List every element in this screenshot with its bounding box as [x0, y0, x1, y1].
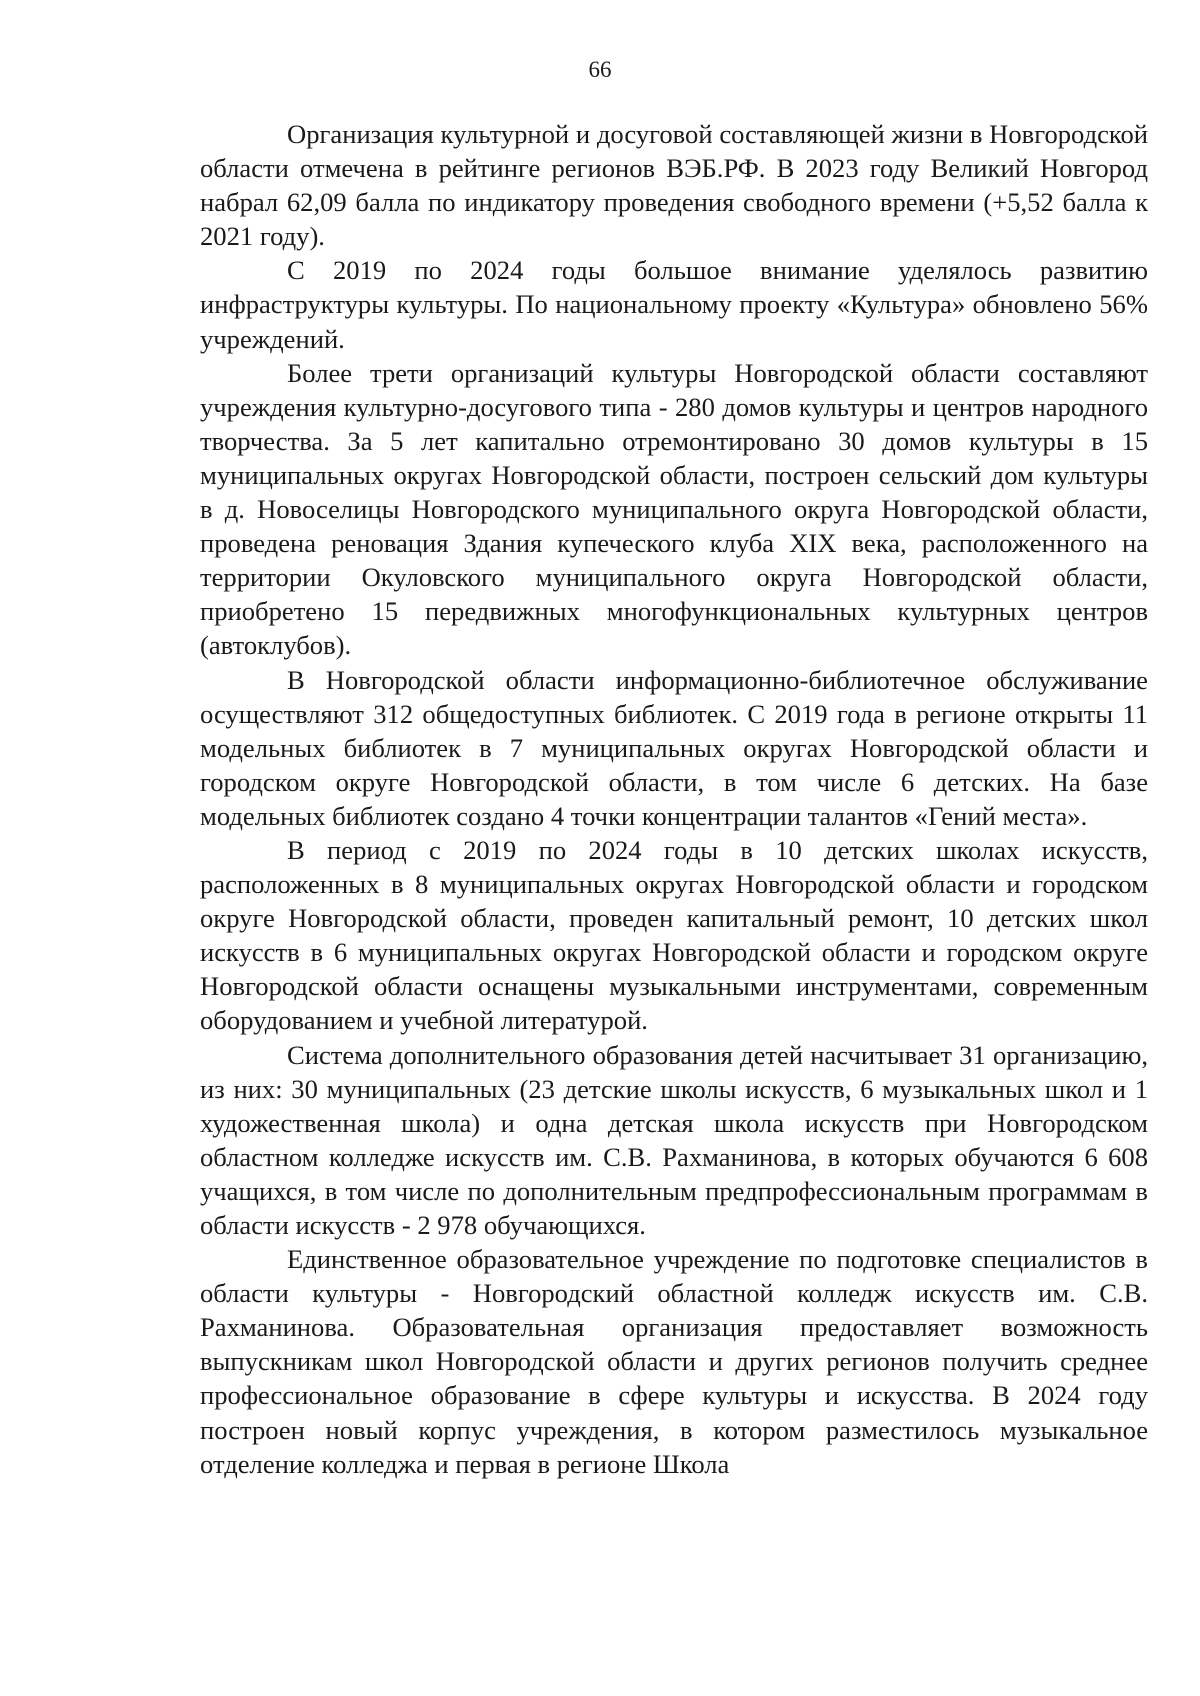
paragraph-infrastructure: С 2019 по 2024 годы большое внимание уделялось развитию инфраструктуры культуры. По национальному проекту «Культура» обновлено 56% учреждений. — [200, 255, 1148, 354]
paragraph-houses-of-culture: Более трети организаций культуры Новгородской области составляют учреждения культурно-досугового типа - 280 домов культуры и центров народного творчества. За 5 лет капитально отремонтировано 30 домов культуры в 15 муниципальных округах Новгородской области, построен сельский дом культуры в д. Новоселицы Новгородского муниципального округа Новгородской области, проведена реновация Здания купеческого клуба XIX века, расположенного на территории Окуловского муниципального округа Новгородской области, приобретено 15 передвижных многофункциональных культурных центров (автоклубов). — [200, 357, 1148, 661]
paragraph-additional-education: Система дополнительного образования детей насчитывает 31 организацию, из них: 30 муниципальных (23 детские школы искусств, 6 музыкальных школ и 1 художественная школа) и одна детская школа искусств при Новгородском областном колледже искусств им. С.В. Рахманинова, в которых обучаются 6 608 учащихся, в том числе по дополнительным предпрофессиональным программам в области искусств - 2 978 обучающихся. — [200, 1039, 1148, 1240]
paragraph-college: Единственное образовательное учреждение по подготовке специалистов в области культуры - Новгородский областной колледж искусств им. С.В. Рахманинова. Образовательная организация предоставляет возможность выпускникам школ Новгородской области и других регионов получить среднее профессиональное образование в сфере культуры и искусства. В 2024 году построен новый корпус учреждения, в котором разместилось музыкальное отделение колледжа и первая в регионе Школа — [200, 1244, 1148, 1479]
paragraph-culture-rating: Организация культурной и досуговой составляющей жизни в Новгородской области отмечена в рейтинге регионов ВЭБ.РФ. В 2023 году Великий Новгород набрал 62,09 балла по индикатору проведения свободного времени (+5,52 балла к 2021 году). — [200, 119, 1148, 252]
paragraph-libraries: В Новгородской области информационно-библиотечное обслуживание осуществляют 312 общедоступных библиотек. С 2019 года в регионе открыты 11 модельных библиотек в 7 муниципальных округах Новгородской области и городском округе Новгородской области, в том числе 6 детских. На базе модельных библиотек создано 4 точки концентрации талантов «Гений места». — [200, 664, 1148, 831]
page-number: 66 — [588, 57, 612, 82]
body-text — [200, 117, 1148, 1481]
paragraph-art-schools-renovation: В период с 2019 по 2024 годы в 10 детских школах искусств, расположенных в 8 муниципальных округах Новгородской области и городском округе Новгородской области, проведен капитальный ремонт, 10 детских школ искусств в 6 муниципальных округах Новгородской области и городском округе Новгородской области оснащены музыкальными инструментами, современным оборудованием и учебной литературой. — [200, 834, 1148, 1036]
